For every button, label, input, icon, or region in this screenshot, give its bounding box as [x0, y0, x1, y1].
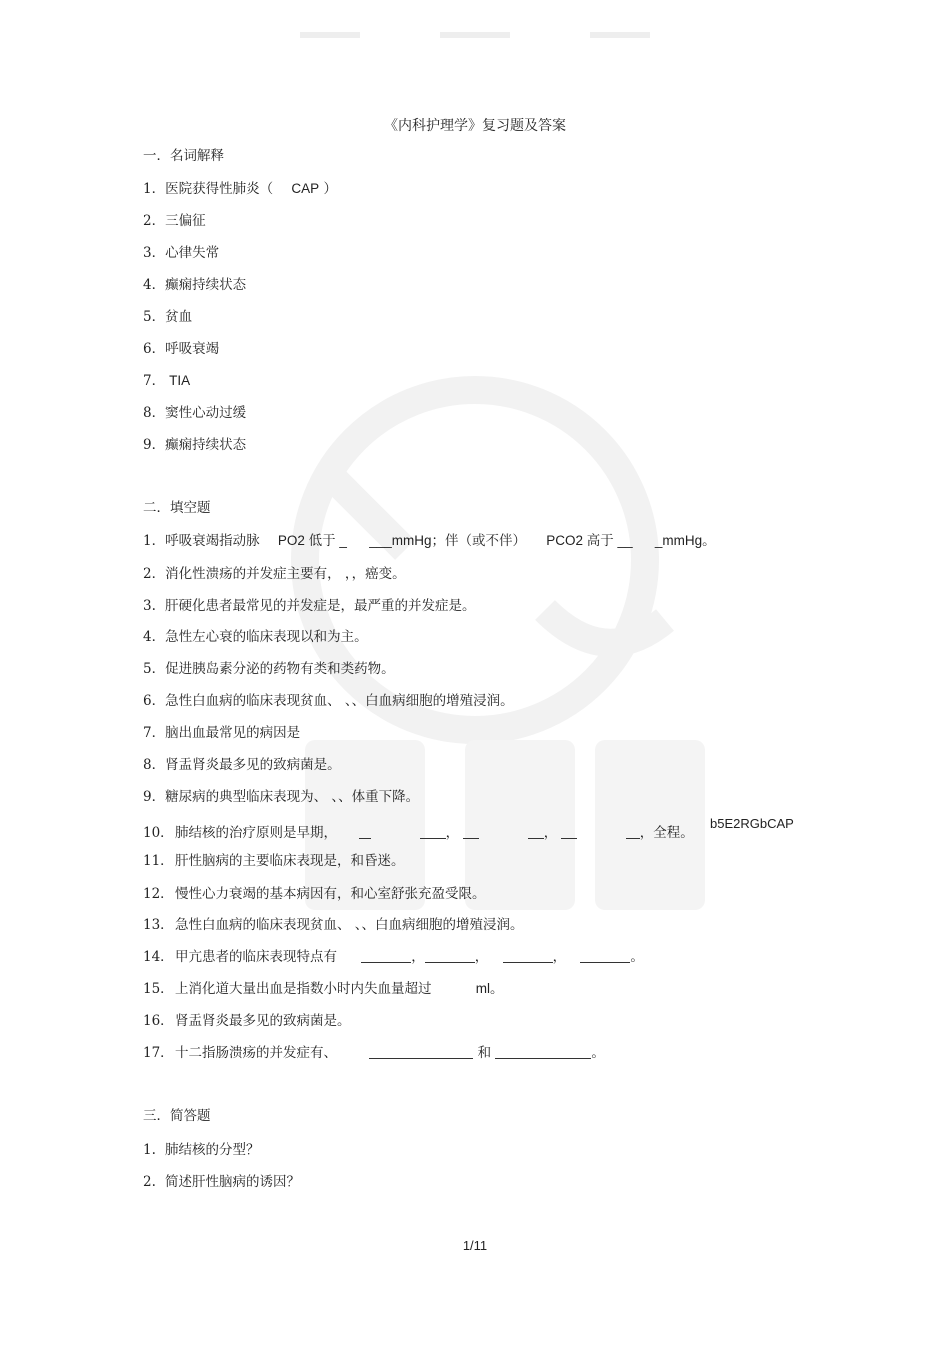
blank-line	[369, 1045, 473, 1059]
item-text: 急性白血病的临床表现贫血、 、、白血病细胞的增殖浸润。	[175, 917, 524, 933]
item-number: 8．	[143, 757, 166, 773]
item-text: 慢性心力衰竭的基本病因有，和心室舒张充盈受限。	[175, 886, 486, 902]
item-end: 。	[591, 1045, 605, 1061]
list-item	[143, 724, 300, 742]
page-number: 1/11	[462, 1238, 488, 1253]
item-number: 14．	[143, 949, 174, 965]
item-number: 7．	[143, 373, 166, 389]
blank-line	[361, 949, 411, 963]
item-number: 4．	[143, 629, 166, 645]
item-number: 10．	[143, 825, 174, 841]
item-number: 4．	[143, 277, 166, 293]
item-text: 急性白血病的临床表现贫血、 、、白血病细胞的增殖浸润。	[165, 693, 514, 709]
item-text: 简述肝性脑病的诱因？	[165, 1174, 300, 1190]
blank-line	[503, 949, 553, 963]
item-number: 9．	[143, 437, 166, 453]
blank-line	[561, 825, 577, 839]
item-number: 8．	[143, 405, 166, 421]
item-text: 肾盂肾炎最多见的致病菌是。	[165, 757, 341, 773]
item-text: 呼吸衰竭指动脉	[165, 533, 260, 549]
item-number: 6．	[143, 693, 166, 709]
blank-line	[495, 1045, 591, 1059]
list-item: 10．肺结核的治疗原则是早期， ， ， ，全程。	[143, 825, 694, 841]
item-end: ，全程。	[639, 825, 694, 841]
list-item	[143, 1173, 300, 1191]
item-number: 15．	[143, 981, 174, 997]
item-text: 脑出血最常见的病因是	[165, 725, 301, 741]
list-item	[143, 852, 405, 870]
item-number: 13．	[143, 917, 174, 933]
blank-line	[528, 825, 544, 839]
list-item	[143, 565, 406, 583]
item-text: 消化性溃疡的并发症主要有， ，，癌变。	[165, 566, 406, 582]
blank-line	[420, 825, 446, 839]
item-text: 医院获得性肺炎（	[165, 181, 274, 197]
item-number: 6．	[143, 341, 166, 357]
item-number: 5．	[143, 661, 166, 677]
item-text-c: ___mmHg；伴（或不伴）	[369, 533, 526, 548]
item-number: 12．	[143, 886, 174, 902]
item-number: 1．	[143, 533, 166, 549]
list-item	[143, 980, 504, 998]
blank-line	[425, 949, 475, 963]
list-item	[143, 597, 476, 615]
item-text: 糖尿病的典型临床表现为、 、、体重下降。	[165, 789, 420, 805]
list-item	[143, 180, 337, 198]
list-item	[143, 340, 219, 358]
list-item	[143, 1141, 260, 1159]
item-number: 2．	[143, 566, 166, 582]
header-fade-text-icon	[290, 28, 690, 42]
list-item	[143, 244, 219, 262]
item-number: 5．	[143, 309, 166, 325]
item-number: 1.	[143, 1142, 156, 1158]
item-end: 。	[630, 949, 644, 965]
section-heading-short-answer: 三．简答题	[143, 1108, 211, 1124]
list-item	[143, 692, 514, 710]
item-text: TIA	[169, 373, 191, 388]
blank-line	[626, 825, 640, 839]
item-text: 心律失常	[165, 245, 220, 261]
item-extra: CAP	[291, 181, 320, 196]
list-item	[143, 404, 246, 422]
item-text: 呼吸衰竭	[165, 341, 220, 357]
item-number: 9．	[143, 789, 166, 805]
side-note: b5E2RGbCAP	[710, 816, 794, 831]
document-title: 《内科护理学》复习题及答案	[384, 118, 566, 134]
item-unit: ml。	[475, 981, 504, 996]
item-text: 肺结核的分型？	[165, 1142, 260, 1158]
list-item	[143, 372, 190, 390]
item-mid: 和	[477, 1045, 492, 1061]
item-text: 肾盂肾炎最多见的致病菌是。	[175, 1013, 351, 1029]
item-text-d: PCO2 高于 __	[546, 533, 633, 548]
list-item: 14．甲亢患者的临床表现特点有 ， ， ， 。	[143, 949, 644, 965]
item-text: 急性左心衰的临床表现以和为主。	[165, 629, 368, 645]
list-item	[143, 212, 206, 230]
item-number: 2．	[143, 213, 166, 229]
item-number: 1．	[143, 181, 166, 197]
list-item	[143, 885, 486, 903]
item-text: 肝性脑病的主要临床表现是，和昏迷。	[175, 853, 405, 869]
item-number: 17．	[143, 1045, 174, 1061]
item-text: 甲亢患者的临床表现特点有	[175, 949, 337, 965]
item-number: 3．	[143, 245, 166, 261]
blank-line	[463, 825, 479, 839]
item-text: 促进胰岛素分泌的药物有类和类药物。	[165, 661, 395, 677]
item-text: 癫痫持续状态	[165, 437, 247, 453]
item-text: 上消化道大量出血是指数小时内失血量超过	[175, 981, 432, 997]
item-text: 十二指肠溃疡的并发症有、	[175, 1045, 337, 1061]
list-item	[143, 276, 246, 294]
blank-line	[359, 825, 371, 839]
item-text: 贫血	[165, 309, 193, 325]
item-text: 癫痫持续状态	[165, 277, 247, 293]
list-item	[143, 532, 716, 550]
list-item	[143, 660, 395, 678]
item-text: 三偏征	[165, 213, 206, 229]
item-text: 窦性心动过缓	[165, 405, 247, 421]
item-text-e: _mmHg。	[654, 533, 716, 548]
list-item	[143, 1044, 605, 1062]
item-text: 肝硬化患者最常见的并发症是，最严重的并发症是。	[165, 598, 476, 614]
list-item	[143, 1012, 351, 1030]
item-number: 7．	[143, 725, 166, 741]
list-item	[143, 436, 246, 454]
list-item	[143, 308, 192, 326]
section-heading-terms: 一．名词解释	[143, 148, 224, 164]
item-number: 11．	[143, 853, 174, 869]
item-text-b: PO2 低于 _	[277, 533, 347, 548]
item-number: 2.	[143, 1174, 156, 1190]
list-item	[143, 916, 524, 934]
list-item	[143, 756, 341, 774]
section-heading-fill-in: 二．填空题	[143, 500, 211, 516]
item-number: 16．	[143, 1013, 174, 1029]
item-number: 3.	[143, 598, 156, 614]
item-tail: ）	[323, 181, 337, 197]
list-item	[143, 788, 419, 806]
blank-line	[580, 949, 630, 963]
item-text: 肺结核的治疗原则是早期，	[175, 825, 337, 841]
list-item	[143, 628, 368, 646]
